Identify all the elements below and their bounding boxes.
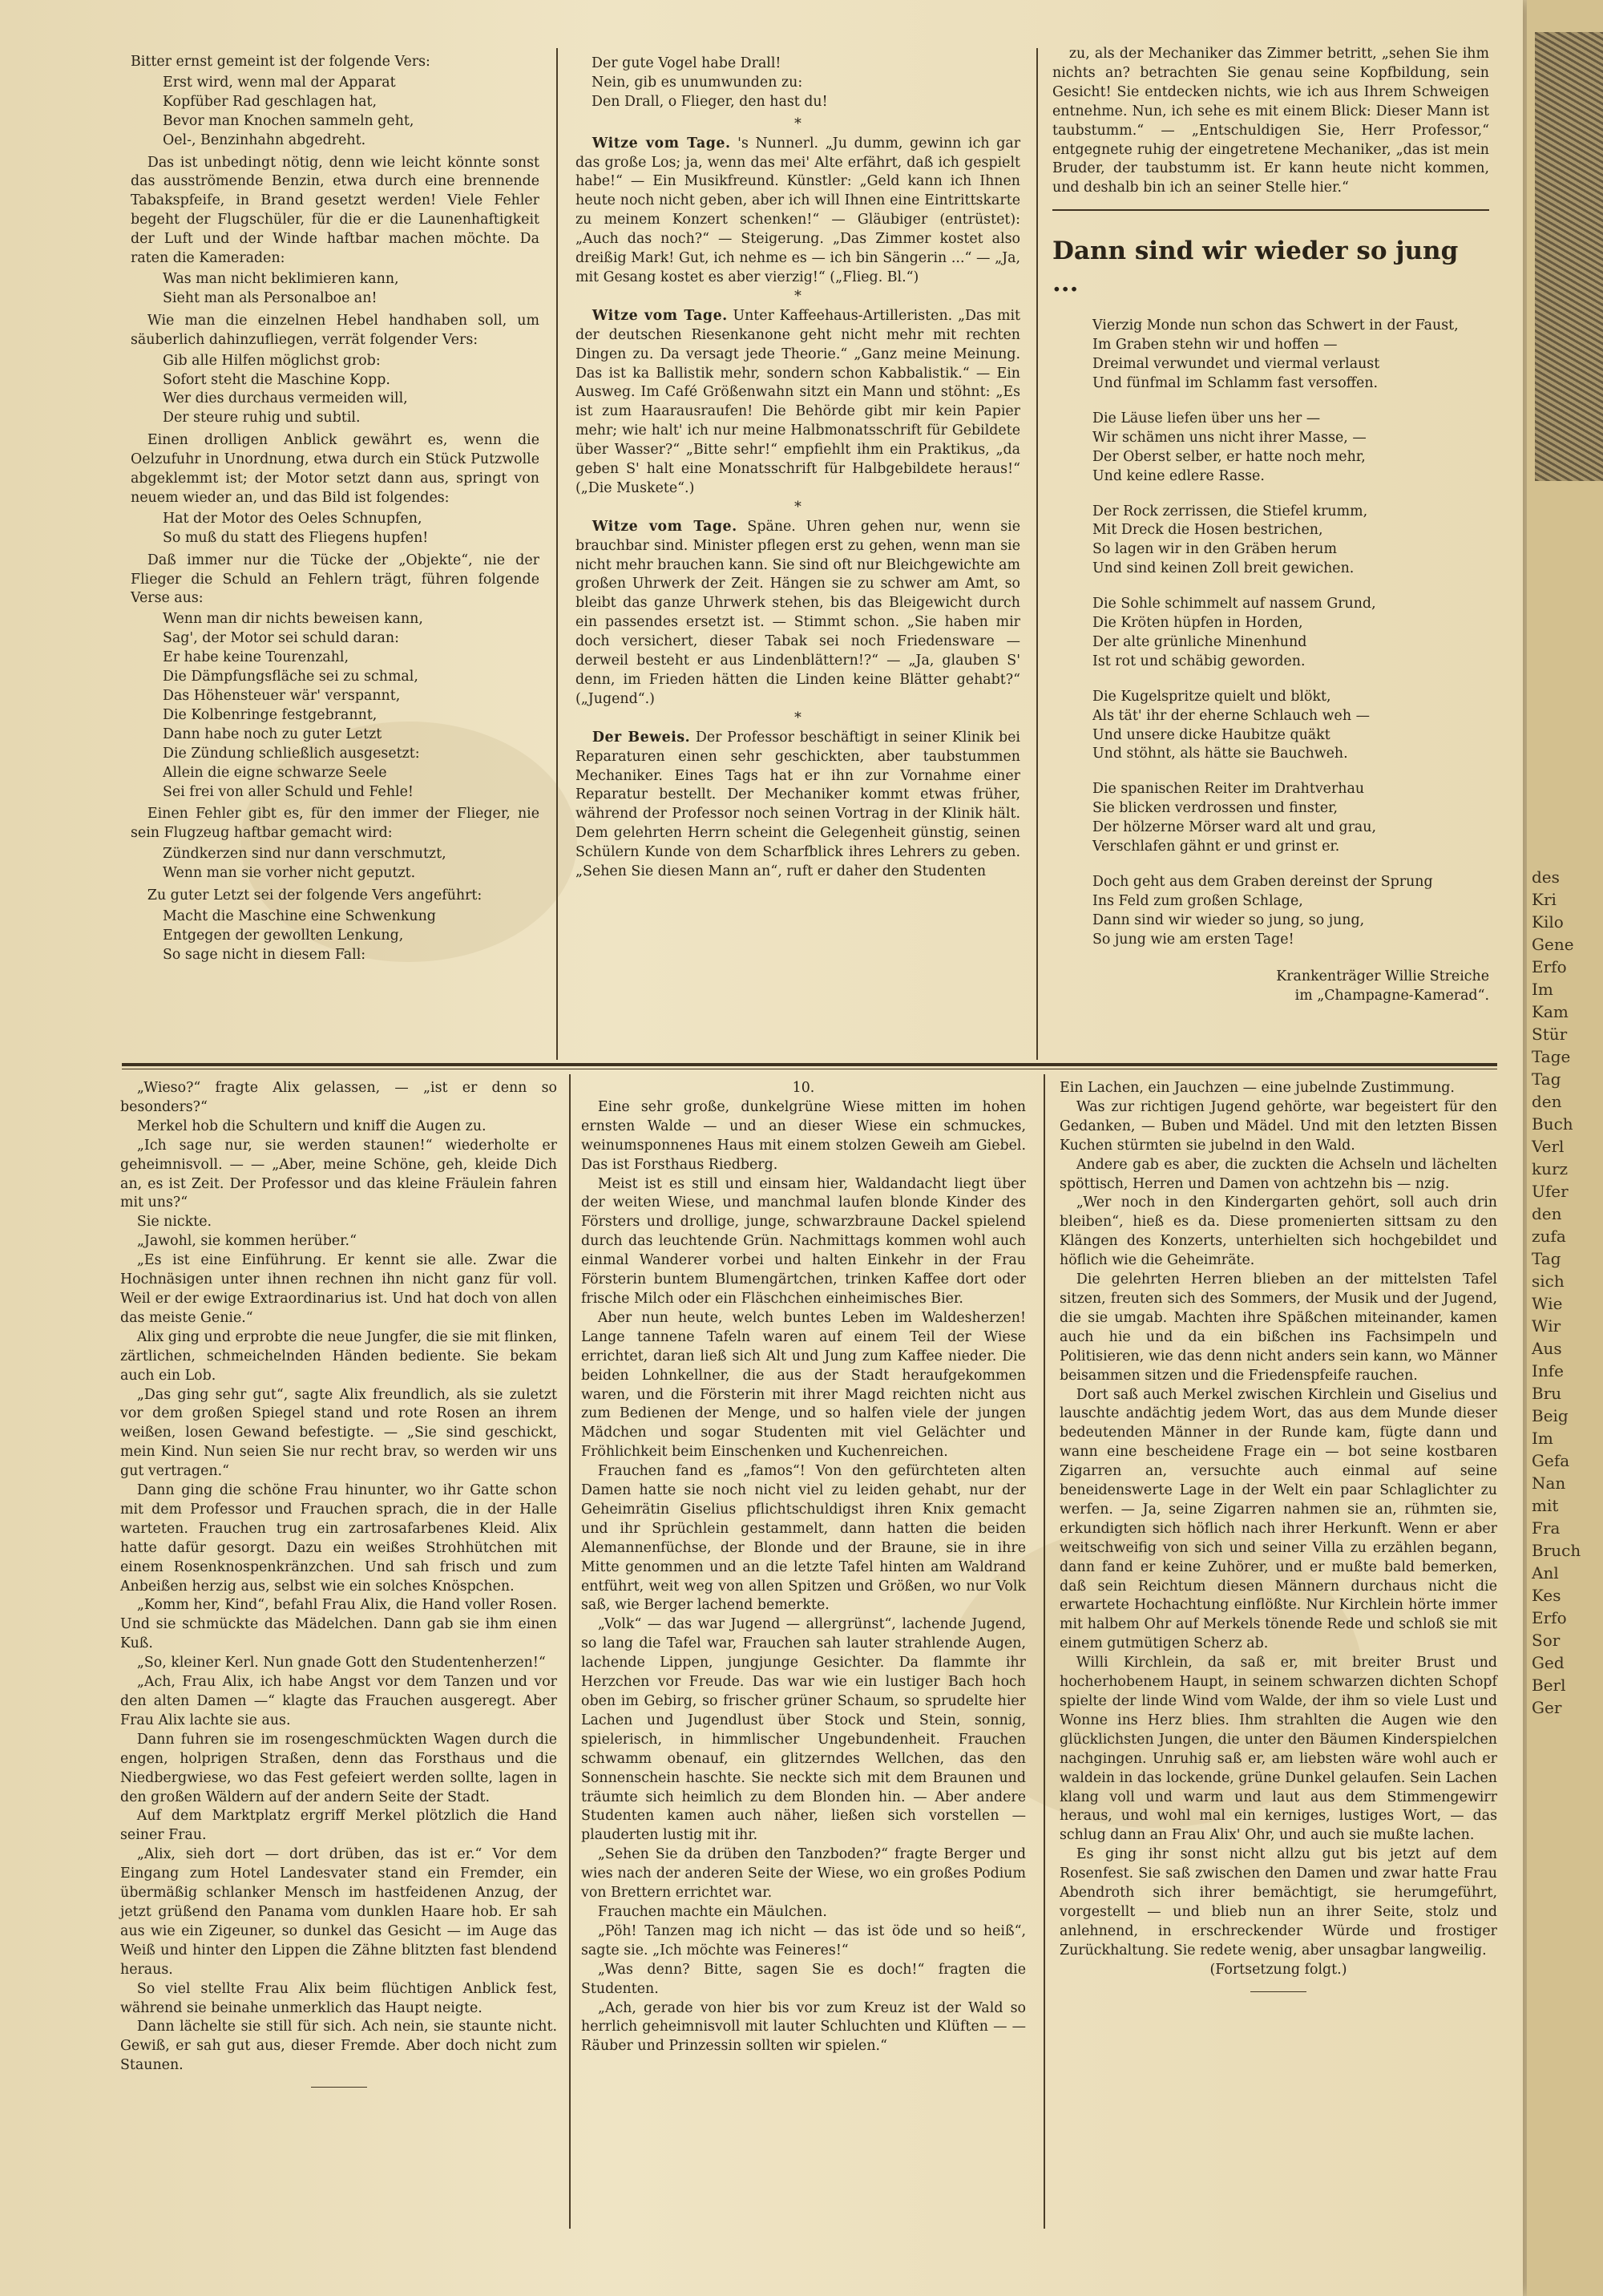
fragment: mit (1532, 1496, 1559, 1515)
paragraph: Alix ging und erprobte die neue Jungfer, die sie mit flinken, zärtlichen, schmeichelnden Händen bediente. Sie bekam auch ein Lob. (120, 1328, 557, 1384)
column-novel-2 (581, 1079, 1026, 2056)
verse-line: Der hölzerne Mörser ward alt und grau, (1092, 819, 1377, 836)
verse-line: Sag', der Motor sei schuld daran: (163, 630, 399, 647)
fragment: Stür (1532, 1025, 1568, 1044)
paragraph: „So, kleiner Kerl. Nun gnade Gott den Studentenherzen!“ (136, 1655, 546, 1671)
column-divider (569, 1074, 571, 2229)
paragraph: „Jawohl, sie kommen herüber.“ (136, 1233, 357, 1250)
fragment: Kilo (1532, 912, 1564, 932)
fragment: Beig (1532, 1406, 1569, 1425)
paragraph: Es ging ihr sonst nicht allzu gut bis jetzt auf dem Rosenfest. Sie saß zwischen den Damen und zwar hatte Frau Abendroth sich ihrer bemächtigt, sie herumgeführt, vorgestellt — und blieb nun an ihrer Seite, stolz und anlehnend, in erschreckender Würde und frostiger Zurückhaltung. Sie redete wenig, aber unsagbar langweilig. (1060, 1846, 1497, 1958)
fragment: Im (1532, 1429, 1553, 1448)
adjacent-page-strip (1527, 0, 1603, 2296)
fragment: Im (1532, 980, 1553, 999)
verse-line: Wenn man dir nichts beweisen kann, (163, 611, 423, 628)
paragraph: Einen Fehler gibt es, für den immer der Flieger, nie sein Flugzeug haftbar gemacht wird: (131, 806, 539, 842)
verse-line: Der gute Vogel habe Drall! (592, 55, 781, 71)
fragment: Anl (1532, 1563, 1559, 1583)
verse-line: Die Kolbenringe festgebrannt, (163, 706, 378, 723)
poem-stanza (1052, 780, 1489, 857)
paragraph: „Pöh! Tanzen mag ich nicht — das ist öde und so heiß“, sagte sie. „Ich möchte was Feineres!“ (581, 1922, 1026, 1958)
poem-stanza (1052, 688, 1489, 765)
paragraph: zu, als der Mechaniker das Zimmer betritt, „sehen Sie ihm nichts an? betrachten Sie genau seine Kopfbildung, sein Gesicht! Sie entdecken nichts, wie ich aus Ihrem Schweigen entnehme. Nun, ich sehe es mit einem Blick: Dieser Mann ist taubstumm.“ — „Entschuldigen Sie, Herr Professor,“ entgegnete ruhig der eingetretene Mechaniker, „das ist mein Bruder, der taubstumm ist. Er kann heute nicht kommen, und deshalb bin ich an seiner Stelle hier.“ (1052, 46, 1489, 196)
poem-stanza (1052, 503, 1489, 580)
paragraph: Dann fuhren sie im rosengeschmückten Wagen durch die engen, holprigen Straßen, denn das Forsthaus und die Niedbergwiese, wo das Fest gefeiert werden sollte, lagen in den großen Wäldern auf der andern Seite der Stadt. (120, 1731, 557, 1805)
paragraph: Merkel hob die Schultern und kniff die Augen zu. (136, 1118, 487, 1134)
verse-line: So jung wie am ersten Tage! (1092, 931, 1294, 948)
verse-line: Und keine edlere Rasse. (1092, 467, 1265, 484)
verse-block (131, 610, 539, 802)
fragment: Berl (1532, 1676, 1566, 1695)
verse-line: Die Kugelspritze quielt und blökt, (1092, 688, 1331, 705)
paragraph: Meist ist es still und einsam hier, Waldandacht liegt über der weiten Wiese, und manchmal laufen blonde Kinder des Försters und drollige, junge, schwarzbraune Dackel spielend durch das leuchtende Grün. Nachmittags kommen wohl auch einmal Wanderer vorbei und halten Einkehr in der Frau Försterin buntem Blumengärtchen, trinken Kaffee dort oder frische Milch oder ein Fläschchen einheimisches Bier. (581, 1175, 1026, 1307)
column-divider (1044, 1074, 1045, 2229)
column-divider (556, 48, 558, 1060)
verse-line: Und sind keinen Zoll breit gewichen. (1092, 560, 1355, 577)
verse-line: Und unsere dicke Haubitze quäkt (1092, 726, 1330, 743)
fragment: Ger (1532, 1698, 1562, 1717)
paragraph: Zu guter Letzt sei der folgende Vers angeführt: (147, 887, 483, 904)
joke-heading: Witze vom Tage. (592, 135, 731, 152)
verse-line: Sofort steht die Maschine Kopp. (163, 371, 390, 388)
paragraph: „Ach, Frau Alix, ich habe Angst vor dem Tanzen und vor den alten Damen —“ klagte das Frauchen ausgeregt. Aber Frau Alix lachte sie aus. (120, 1674, 557, 1728)
fragment: sich (1532, 1271, 1565, 1291)
paragraph: Die gelehrten Herren blieben an der mittelsten Tafel sitzen, freuten sich des Sommers, der Musik und der Jugend, die sie umgab. Machten ihre Späßchen miteinander, kamen auch hie und da ein bißchen ins Fachsimpeln und Politisieren, wie das denn nicht anders sein kann, wo Männer beisammen sitzen und die Friedenspfeife rauchen. (1060, 1271, 1497, 1384)
joke-text: Unter Kaffeehaus-Artilleristen. „Das mit der deutschen Riesenkanone geht nicht mehr mit rechten Dingen zu. Da versagt jede Theorie.“ „Ganz meine Meinung. Das ist ka Ballistik mehr, sondern schon Kabbalistik.“ — Ein Ausweg. Im Café Größenwahn sitzt ein Mann und stöhnt: „Es ist zum Haarausraufen! Die Behörde gibt mir kein Papier mehr; wie halt' ich nur meine Halbmonatsschrift für Gebildete über Wasser?“ „Bitte sehr!“ empfiehlt ihm ein Praktikus, „da geben S' halt eine Monatsschrift für Halbgebildete heraus!“ (575, 307, 1020, 478)
fragment: Ufer (1532, 1182, 1569, 1201)
verse-line: Verschlafen gähnt er und grinst er. (1092, 839, 1340, 855)
poem-headline: Dann sind wir wieder so jung ... (1052, 236, 1459, 298)
fragment: den (1532, 1204, 1562, 1223)
paragraph: Dann lächelte sie still für sich. Ach nein, sie staunte nicht. Gewiß, er sah gut aus, dieser Fremde. Aber doch nicht zum Staunen. (120, 2019, 557, 2074)
verse-line: Den Drall, o Flieger, den hast du! (592, 93, 828, 110)
joke-item (575, 518, 1020, 709)
verse-line: Ist rot und schäbig geworden. (1092, 653, 1306, 669)
column-flight-verses (131, 53, 539, 968)
separator-star: * (794, 499, 802, 515)
poem-source: im „Champagne-Kamerad“. (1294, 987, 1489, 1004)
paragraph: „Volk“ — das war Jugend — allergrünst“, lachende Jugend, so lang die Tafel war, Frauchen sah lauter strahlende Augen, lachende Lippen, jungjunge Gesichter. Da flammte ihr Herzchen vor Freude. Das war wie ein lustiger Bach hoch oben im Gebirg, so frischer grüner Schaum, so sprudelte hier Lachen und Jugendlust über Stock und Stein, sonnig, spielerisch, in himmlischer Ungebundenheit. Frauchen schwamm obenauf, ein glitzerndes Wellchen, das den Sonnenschein haschte. Sie neckte sich mit dem Braunen und träumte sich heimlich zu dem Blonden hin. — Aber andere Studenten kamen auch näher, ließen sich vorstellen — plauderten lustig mit ihr. (581, 1616, 1026, 1844)
paragraph: Daß immer nur die Tücke der „Objekte“, nie der Flieger die Schuld an Fehlern trägt, führen folgende Verse aus: (131, 552, 539, 607)
verse-line: Die Läuse liefen über uns her — (1092, 410, 1321, 426)
joke-item (575, 135, 1020, 288)
verse-line: Der Oberst selber, er hatte noch mehr, (1092, 448, 1366, 465)
adjacent-page-picture (1535, 32, 1603, 481)
paragraph: Bitter ernst gemeint ist der folgende Vers: (131, 54, 430, 70)
verse-line: Die spanischen Reiter im Drahtverhau (1092, 781, 1365, 798)
verse-line: Dann sind wir wieder so jung, so jung, (1092, 912, 1365, 928)
separator-star: * (794, 115, 802, 132)
verse-line: Als tät' ihr der eherne Schlauch weh — (1092, 707, 1370, 724)
verse-line: Die Sohle schimmelt auf nassem Grund, (1092, 596, 1376, 612)
paragraph: Dann ging die schöne Frau hinunter, wo ihr Gatte schon mit dem Professor und Frauchen sprach, die in der Halle warteten. Frauchen trug ein zartrosafarbenes Kleid. Alix hatte dafür gesorgt. Dazu ein weißes Strohhütchen mit einem Rosenknospenkränzchen. Und sah frisch und zum Anbeißen herzig aus, selbst wie ein solches Knöspchen. (120, 1482, 557, 1595)
fragment: zufa (1532, 1227, 1566, 1246)
fragment: Wir (1532, 1316, 1561, 1336)
fragment: Bru (1532, 1384, 1562, 1403)
verse-line: Wenn man sie vorher nicht geputzt. (163, 865, 416, 882)
joke-text: 's Nunnerl. „Ju dumm, gewinn ich gar das große Los; ja, wenn das mei' Alte erfährt, daß ich gespielt habe!“ — Ein Musikfreund. Künstler: „Geld kann ich Ihnen heute noch nicht geben, aber ich will Ihnen eine Eintrittskarte zu meinem Konzert schenken!“ — Gläubiger (entrüstet): „Auch das noch?“ — Steigerung. „Das Zimmer kostet also dreißig Mark! Gut, ich nehme es — ich bin Sängerin ...“ — „Ja, mit Gesang kostet es aber vierzig!“ (575, 135, 1021, 285)
paragraph: „Ich sage nur, sie werden staunen!“ wiederholte er geheimnisvoll. — — „Aber, meine Schöne, geh, kleide Dich an, es ist Zeit. Der Professor und das kleine Fräulein fahren mit uns?“ (120, 1137, 557, 1211)
fragment: Kam (1532, 1002, 1569, 1021)
verse-line: Im Graben stehn wir und hoffen — (1092, 337, 1338, 354)
fragment: Verl (1532, 1137, 1565, 1156)
verse-line: So sage nicht in diesem Fall: (163, 946, 366, 963)
verse-line: Doch geht aus dem Graben dereinst der Sprung (1092, 874, 1433, 890)
column-divider (1036, 48, 1038, 1060)
column-poem (1052, 45, 1489, 1005)
joke-source: („Flieg. Bl.“) (830, 269, 919, 285)
verse-line: Und stöhnt, als hätte sie Bauchweh. (1092, 746, 1348, 762)
verse-line: Wir schämen uns nicht ihrer Masse, — (1092, 429, 1367, 446)
paragraph: Eine sehr große, dunkelgrüne Wiese mitten im hohen ernsten Walde — und an dieser Wiese ein schmuckes, weinumsponnenes Haus mit einem stolzen Geweih am Giebel. Das ist Forsthaus Riedberg. (581, 1098, 1026, 1173)
verse-line: Allein die eigne schwarze Seele (163, 764, 387, 781)
paragraph: „Komm her, Kind“, befahl Frau Alix, die Hand voller Rosen. Und sie schmückte das Mädelchen. Dann gab sie ihm einen Kuß. (120, 1597, 557, 1652)
verse-line: Er habe keine Tourenzahl, (163, 649, 349, 666)
fragment: Tag (1532, 1069, 1561, 1089)
paragraph: Aber nun heute, welch buntes Leben im Waldesherzen! Lange tannene Tafeln waren auf einem Teil der Wiese errichtet, daran ließ sich Alt und Jung zum Kaffee nieder. Die beiden Lohnkellner, die aus der Stadt heraufgekommen waren, und die Försterin mit ihrer Magd reichten nicht aus zum Bedienen der Menge, und so halfen viele der jungen Mädchen und sogar Studenten mit viel Gelächter und Fröhlichkeit beim Einschenken und Kuchenreichen. (581, 1309, 1026, 1461)
verse-block (131, 510, 539, 548)
fragment: Buch (1532, 1114, 1573, 1134)
joke-source: („Die Muskete“.) (575, 479, 695, 496)
verse-line: Dann habe noch zu guter Letzt (163, 726, 382, 742)
fragment: des (1532, 867, 1560, 887)
joke-item (575, 307, 1020, 499)
fragment: kurz (1532, 1159, 1569, 1178)
paragraph: Frauchen machte ein Mäulchen. (597, 1903, 827, 1920)
column-novel-1 (120, 1079, 557, 2088)
paragraph: „Ach, gerade von hier bis vor zum Kreuz ist der Wald so herrlich geheimnisvoll mit lauter Schluchten und Klüften — — Räuber und Prinzessin sollten wir spielen.“ (581, 1999, 1026, 2055)
verse-line: So muß du statt des Fliegens hupfen! (163, 529, 429, 546)
verse-line: Das Höhensteuer wär' verspannt, (163, 688, 401, 704)
verse-line: Was man nicht beklimieren kann, (163, 270, 399, 287)
verse-line: Der steure ruhig und subtil. (163, 410, 361, 426)
verse-block (131, 74, 539, 151)
chapter-number: 10. (792, 1080, 815, 1096)
paragraph: „Es ist eine Einführung. Er kennt sie alle. Zwar die Hochnäsigen unter ihnen rechnen ihn nicht ganz für voll. Weil er der ewige Extraordinarius ist. Und hat doch von allen das meiste Genie.“ (120, 1252, 557, 1326)
paragraph: So viel stellte Frau Alix beim flüchtigen Anblick fest, während sie beinahe unmerklich das Haupt neigte. (120, 1980, 557, 2016)
fragment: Fra (1532, 1518, 1561, 1538)
paragraph: Auf dem Marktplatz ergriff Merkel plötzlich die Hand seiner Frau. (120, 1808, 557, 1844)
joke-text: Späne. Uhren gehen nur, wenn sie brauchbar sind. Minister pflegen erst zu gehen, wenn man sie nicht mehr brauchen kann. Sie sind oft nur Bleichgewichte am großen Uhrwerk der Zeit. Hängen sie zu schwer am Amt, so bleibt das ganze Uhrwerk stehen, bis das Bleigewicht durch ein passendes ersetzt ist. — Stimmt schon. „Sie haben mir doch versichert, dieser Tabak sei noch Friedensware — derweil besteht er aus Lindenblättern!?“ — „Ja, glauben S' denn, im Frieden hätten die Linden keine Blätter gehabt?“ (575, 518, 1021, 688)
end-rule (311, 2087, 367, 2088)
verse-line: Erst wird, wenn mal der Apparat (163, 74, 396, 91)
verse-line: Mit Dreck die Hosen bestrichen, (1092, 522, 1323, 539)
verse-line: Und fünfmal im Schlamm fast versoffen. (1092, 374, 1379, 391)
verse-line: Gib alle Hilfen möglichst grob: (163, 352, 381, 369)
paragraph: „Sehen Sie da drüben den Tanzboden?“ fragte Berger und wies nach der anderen Seite der Wiese, wo ein großes Podium von Brettern errichtet war. (581, 1846, 1026, 1902)
joke-heading: Witze vom Tage. (592, 518, 737, 535)
verse-line: Der Rock zerrissen, die Stiefel krumm, (1092, 503, 1368, 519)
verse-line: Oel-, Benzinhahn abgedreht. (163, 131, 366, 148)
fragment: Bruch (1532, 1541, 1581, 1560)
verse-block (131, 270, 539, 309)
verse-line: Hat der Motor des Oeles Schnupfen, (163, 510, 422, 527)
paragraph: Wie man die einzelnen Hebel handhaben soll, um säuberlich dahinzufliegen, verrät folgender Vers: (131, 312, 539, 348)
paragraph: Willi Kirchlein, da saß er, mit breiter Brust und hocherhobenem Haupt, in seinem schwarzen dichten Schopf spielte der linde Wind vom Walde, der ihm so viele Lust und Wonne ins Herz blies. Ihm strahlten die Augen wie den glücklichsten Jungen, die unter den Bäumen Kinderspielchen nachgingen. Unruhig saß er, am liebsten wäre wohl auch er waldein in das lockende, grüne Dunkel gelaufen. Sein Lachen klang voll und warm und laut aus dem Stimmengewirr heraus, und wohl mal ein kerniges, lustiges Wort, — das schlug dann an Frau Alix' Ohr, und auch sie mußte lachen. (1060, 1655, 1497, 1844)
verse-line: Die Zündung schließlich ausgesetzt: (163, 745, 420, 762)
poem-stanza (1052, 410, 1489, 487)
verse-block (131, 352, 539, 429)
verse-line: Sei frei von aller Schuld und Fehle! (163, 783, 414, 800)
verse-line: Sieht man als Personalboe an! (163, 289, 378, 306)
verse-line: Ins Feld zum großen Schlage, (1092, 892, 1303, 909)
paragraph: Sie nickte. (136, 1214, 212, 1231)
fragment: Erfo (1532, 957, 1567, 976)
paragraph: „Alix, sieh dort — dort drüben, das ist er.“ Vor dem Eingang zum Hotel Landesvater stand ein Fremder, ein übermäßig schlanker Mensch im hastfeidenen Anzug, der jetzt grüßend den Panama vom dunklen Haare hob. Er sah aus wie ein Zigeuner, so dunkel das Gesicht — im Auge das Weiß und hinter den Lippen die Zähne blitzten fast blendend heraus. (120, 1846, 557, 1978)
end-rule (1250, 1991, 1306, 1992)
fragment: Aus (1532, 1339, 1562, 1358)
separator-star: * (794, 288, 802, 305)
paragraph: Andere gab es aber, die zuckten die Achseln und lächelten spöttisch, Herren und Damen von achtzehn bis — nzig. (1060, 1156, 1497, 1192)
verse-line: Die Kröten hüpfen in Horden, (1092, 615, 1303, 632)
paragraph: Dort saß auch Merkel zwischen Kirchlein und Giselius und lauschte andächtig jedem Wort, das aus dem Munde dieser bedeutenden Männer in der Runde kam, fügte dann und wann eine bescheidene Frage ein — bot seine kostbaren Zigarren an, versuchte auch einmal auf seine beneidenswerte Lage in der Welt ein paar Schlaglichter zu werfen. — Ja, seine Zigarren nahmen sie an, rühmten sie, erkundigten sich höflich nach ihrer Herkunft. Wenn er aber weitschweifig von sich und seiner Villa zu erzählen begann, dann fand er keine Zuhörer, und er mußte bald bemerken, daß sein Reichtum diesen Männern durchaus nicht die erwartete Hochachtung einflößte. Nur Kirchlein hörte immer mit halbem Ohr auf Merkels tönende Rede und schloß sie mit einem gutmütigen Scherz ab. (1060, 1386, 1497, 1652)
separator-star: * (794, 709, 802, 726)
verse-line: Wer dies durchaus vermeiden will, (163, 390, 408, 407)
joke-heading: Der Beweis. (592, 729, 691, 746)
paragraph: Ein Lachen, ein Jauchzen — eine jubelnde Zustimmung. (1060, 1080, 1455, 1096)
fragment: Kri (1532, 890, 1557, 909)
verse-line: Vierzig Monde nun schon das Schwert in der Faust, (1092, 317, 1459, 334)
paragraph: „Was denn? Bitte, sagen Sie es doch!“ fragten die Studenten. (581, 1961, 1026, 1997)
poem-stanza (1052, 595, 1489, 672)
paragraph: „Wer noch in den Kindergarten gehört, soll auch drin bleiben“, hieß es da. Diese promenierten sittsam zu den Klängen des Konzerts, unterhielten sich hochgebildet und höflich wie die Geheimräte. (1060, 1194, 1497, 1269)
paragraph: „Das ging sehr gut“, sagte Alix freundlich, als sie zuletzt vor dem großen Spiegel stand und rote Rosen an ihrem weißen, losen Gewand befestigte. — „Sie sind geschickt, mein Kind. Nun seien Sie nur recht brav, so werden wir uns gut vertragen.“ (120, 1386, 557, 1480)
verse-line: Sie blicken verdrossen und finster, (1092, 800, 1339, 817)
fragment: Kes (1532, 1586, 1561, 1605)
paragraph: „Wieso?“ fragte Alix gelassen, — „ist er denn so besonders?“ (120, 1080, 557, 1115)
fragment: Ged (1532, 1653, 1565, 1672)
verse-block (131, 845, 539, 883)
paragraph: Frauchen fand es „famos“! Von den gefürchteten alten Damen hatte sie noch nicht viel zu leiden gehabt, nur der Geheimrätin Giselius pflichtschuldigst ihren Knix gemacht und ihr Sprüchlein gestammelt, dann hatten die beiden Alemannenfüchse, der Blonde und der Braune, sie in ihre Mitte genommen und an die letzte Tafel hinten am Waldrand entführt, weit weg von allen Spitzen und Größen, wo nur Volk saß, wie Berger lachend bemerkte. (581, 1463, 1026, 1614)
verse-line: Kopfüber Rad geschlagen hat, (163, 93, 378, 110)
verse-line: Bevor man Knochen sammeln geht, (163, 112, 414, 129)
joke-source: („Jugend“.) (575, 690, 655, 707)
fragment: Infe (1532, 1361, 1565, 1380)
fragment: den (1532, 1092, 1562, 1111)
fragment: Tage (1532, 1047, 1571, 1066)
verse-line: Dreimal verwundet und viermal verlaust (1092, 356, 1380, 373)
verse-line: Der alte grünliche Minenhund (1092, 633, 1307, 650)
fragment: Sor (1532, 1631, 1561, 1650)
headline-rule (1052, 209, 1489, 211)
fragment: Wie (1532, 1294, 1563, 1313)
verse-block (131, 907, 539, 965)
verse-line: Die Dämpfungsfläche sei zu schmal, (163, 669, 418, 685)
poem-author: Krankenträger Willie Streiche (1276, 968, 1489, 984)
verse-line: Macht die Maschine eine Schwenkung (163, 907, 436, 924)
fragment: Tag (1532, 1249, 1561, 1268)
column-jokes (575, 53, 1020, 882)
verse-block (575, 55, 1020, 112)
continuation-note: (Fortsetzung folgt.) (1209, 1961, 1347, 1978)
verse-line: So lagen wir in den Gräben herum (1092, 541, 1337, 558)
paragraph: Was zur richtigen Jugend gehörte, war begeistert für den Gedanken, — Buben und Mädel. Und mit den letzten Bissen Kuchen stürmten sie jubelnd in den Wald. (1060, 1098, 1497, 1154)
paragraph: Einen drolligen Anblick gewährt es, wenn die Oelzufuhr in Unordnung, etwa durch ein Stück Putzwolle abgeklemmt ist; der Motor setzt dann aus, springt von neuem wieder an, und das Bild ist folgendes: (131, 432, 539, 506)
poem-stanza (1052, 317, 1489, 394)
joke-item (575, 729, 1020, 882)
verse-line: Nein, gib es unumwunden zu: (592, 74, 803, 91)
fragment: Gene (1532, 935, 1574, 954)
joke-heading: Witze vom Tage. (592, 307, 728, 324)
verse-line: Entgegen der gewollten Lenkung, (163, 927, 404, 944)
verse-line: Zündkerzen sind nur dann verschmutzt, (163, 846, 446, 863)
column-novel-3 (1060, 1079, 1497, 1992)
fragment: Nan (1532, 1473, 1566, 1493)
fragment: Gefa (1532, 1451, 1570, 1470)
fragment: Erfo (1532, 1608, 1567, 1627)
joke-text: Der Professor beschäftigt in seiner Klinik bei Reparaturen einen sehr geschickten, aber taubstummen Mechaniker. Eines Tags hat er ihn zur Vornahme einer Reparatur bestellt. Der Mechaniker kommt etwas früher, während der Professor noch seinen Vortrag in der Klinik hält. Dem gelehrten Herrn scheint die Gelegenheit günstig, seinen Schülern Kunde von dem Scharfblick ihres Lehrers zu geben. „Sehen Sie diesen Mann an“, ruft er daher den Studenten (575, 729, 1020, 880)
section-divider (122, 1063, 1497, 1066)
poem-stanza (1052, 873, 1489, 950)
paragraph: Das ist unbedingt nötig, denn wie leicht könnte sonst das ausströmende Benzin, etwa durch eine brennende Tabakspfeife, in Brand gesetzt werden! Viele Fehler begeht der Flugschüler, für die er die Launenhaftigkeit der Luft und der Winde haftbar machen möchte. Da raten die Kameraden: (131, 154, 539, 267)
